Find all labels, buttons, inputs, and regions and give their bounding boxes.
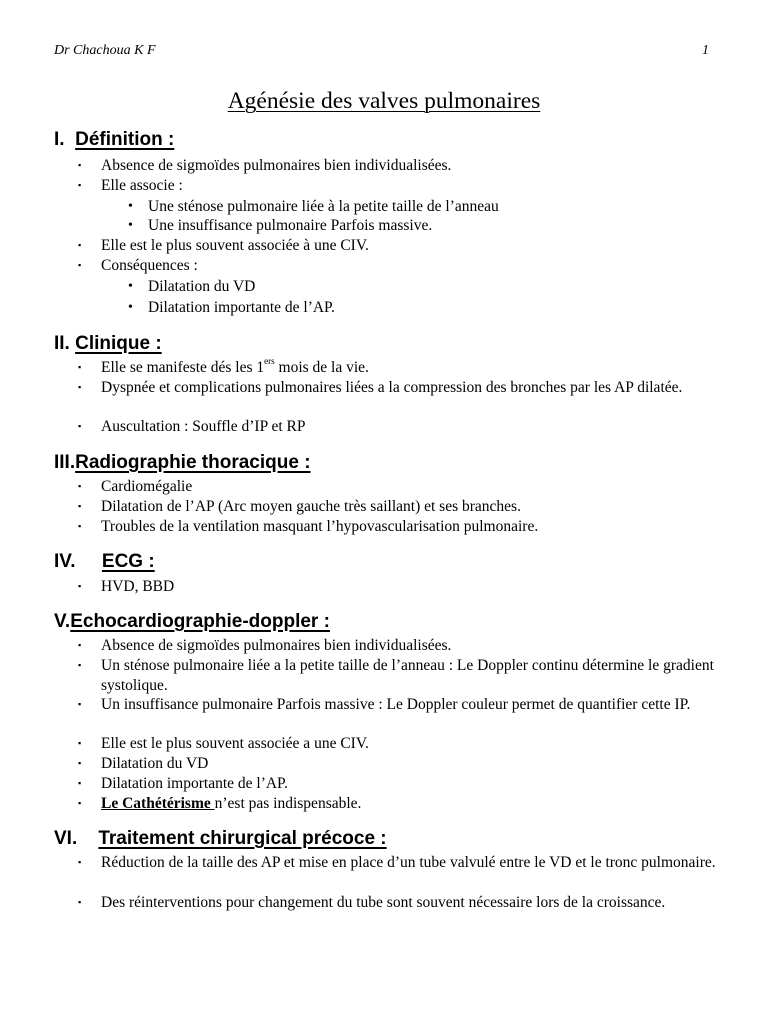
superscript: ers (264, 356, 275, 366)
section-title: ECG : (101, 551, 155, 572)
list-item-text: Absence de sigmoïdes pulmonaires bien individualisées. (101, 157, 452, 174)
square-bullet-icon: ▪ (78, 581, 82, 591)
square-bullet-icon: ▪ (78, 738, 82, 748)
square-bullet-icon: ▪ (78, 260, 82, 270)
section-heading-clinique (54, 333, 162, 355)
list-item (78, 517, 718, 537)
section-title: Traitement chirurgical précoce : (98, 828, 387, 849)
list-item (78, 417, 718, 437)
list-item (78, 358, 718, 378)
section-heading-definition (54, 129, 174, 151)
section-number: V. (54, 611, 71, 632)
sub-list-item (128, 277, 718, 297)
section-heading-ecg (54, 551, 155, 573)
list-item (78, 893, 718, 913)
list-item (78, 794, 718, 814)
section-heading-radiographie (54, 452, 311, 474)
section-number: I. (54, 129, 65, 150)
list-item (78, 378, 718, 398)
section-heading-echocardiographie (54, 611, 330, 633)
list-item (78, 577, 718, 597)
list-item-text: Auscultation : Souffle d’IP et RP (101, 418, 306, 435)
list-item-text: Conséquences : (101, 257, 198, 274)
section-number: VI. (54, 828, 78, 849)
square-bullet-icon: ▪ (78, 897, 82, 907)
list-item (78, 156, 718, 176)
square-bullet-icon: ▪ (78, 481, 82, 491)
catheterisme-term: Le Cathétérisme (101, 795, 215, 812)
sub-list-item (128, 216, 718, 236)
list-item-text: Dilatation de l’AP (Arc moyen gauche très saillant) et ses branches. (101, 498, 521, 515)
sub-list-item-text: Dilatation importante de l’AP. (148, 299, 335, 316)
section-title: Echocardiographie-doppler : (70, 611, 330, 632)
list-item (78, 236, 718, 256)
list-item-text: HVD, BBD (101, 578, 175, 595)
list-item-text: Réduction de la taille des AP et mise en place d’un tube valvulé entre le VD et le tronc pulmonaire. (101, 854, 716, 871)
square-bullet-icon: ▪ (78, 501, 82, 511)
list-item-text (101, 358, 718, 378)
list-item-text: Dilatation importante de l’AP. (101, 775, 288, 792)
list-item (78, 774, 718, 794)
round-bullet-icon: • (128, 199, 133, 214)
list-item-text: Dyspnée et complications pulmonaires liées a la compression des bronches par les AP dilatée. (101, 379, 683, 396)
document-title-text: Agénésie des valves pulmonaires (227, 88, 541, 114)
document-title (0, 86, 768, 116)
square-bullet-icon: ▪ (78, 857, 82, 867)
round-bullet-icon: • (128, 218, 133, 233)
square-bullet-icon: ▪ (78, 180, 82, 190)
list-item-text: Des réinterventions pour changement du tube sont souvent nécessaire lors de la croissance. (101, 894, 666, 911)
section-number: III. (54, 452, 76, 473)
list-item-text: Cardiomégalie (101, 478, 193, 495)
list-item-text: Elle est le plus souvent associée a une CIV. (101, 735, 369, 752)
list-item (78, 636, 718, 656)
list-item-text: Elle est le plus souvent associée à une CIV. (101, 237, 369, 254)
square-bullet-icon: ▪ (78, 521, 82, 531)
square-bullet-icon: ▪ (78, 421, 82, 431)
list-item (78, 256, 718, 276)
square-bullet-icon: ▪ (78, 778, 82, 788)
square-bullet-icon: ▪ (78, 758, 82, 768)
sub-list-item-text: Une sténose pulmonaire liée à la petite taille de l’anneau (148, 198, 499, 215)
list-item-text (101, 794, 718, 814)
square-bullet-icon: ▪ (78, 660, 82, 670)
square-bullet-icon: ▪ (78, 240, 82, 250)
list-item (78, 754, 718, 774)
list-item-text-part: mois de la vie. (274, 359, 369, 376)
header-author: Dr Chachoua K F (54, 43, 156, 58)
section-number: II. (54, 333, 70, 354)
list-item (78, 497, 718, 517)
round-bullet-icon: • (128, 279, 133, 294)
list-item (78, 695, 718, 715)
square-bullet-icon: ▪ (78, 382, 82, 392)
section-heading-traitement (54, 828, 387, 850)
list-item (78, 176, 718, 196)
square-bullet-icon: ▪ (78, 640, 82, 650)
list-item-text-part: n’est pas indispensable. (214, 795, 362, 812)
sub-list-item-text: Une insuffisance pulmonaire Parfois massive. (148, 217, 433, 234)
list-item-text: Un insuffisance pulmonaire Parfois massive : Le Doppler couleur permet de quantifier cette IP. (101, 696, 691, 713)
list-item-text-part: Elle se manifeste dés les 1 (101, 359, 265, 376)
section-title: Radiographie thoracique : (75, 452, 311, 473)
list-item-text: Absence de sigmoïdes pulmonaires bien individualisées. (101, 637, 452, 654)
list-item-text: Troubles de la ventilation masquant l’hypovascularisation pulmonaire. (101, 518, 539, 535)
sub-list-item (128, 197, 718, 217)
sub-list-item-text: Dilatation du VD (148, 278, 256, 295)
square-bullet-icon: ▪ (78, 362, 82, 372)
section-title: Définition : (75, 129, 175, 150)
section-title: Clinique : (75, 333, 162, 354)
list-item (78, 656, 718, 695)
list-item (78, 853, 718, 873)
list-item-text: Dilatation du VD (101, 755, 209, 772)
section-number: IV. (54, 551, 76, 572)
list-item (78, 734, 718, 754)
list-item-text: Un sténose pulmonaire liée a la petite taille de l’anneau : Le Doppler continu détermine le gradient systolique. (101, 657, 714, 694)
round-bullet-icon: • (128, 300, 133, 315)
sub-list-item (128, 298, 718, 318)
square-bullet-icon: ▪ (78, 798, 82, 808)
square-bullet-icon: ▪ (78, 160, 82, 170)
list-item-text: Elle associe : (101, 177, 183, 194)
square-bullet-icon: ▪ (78, 699, 82, 709)
header-page-number: 1 (702, 43, 709, 58)
list-item (78, 477, 718, 497)
